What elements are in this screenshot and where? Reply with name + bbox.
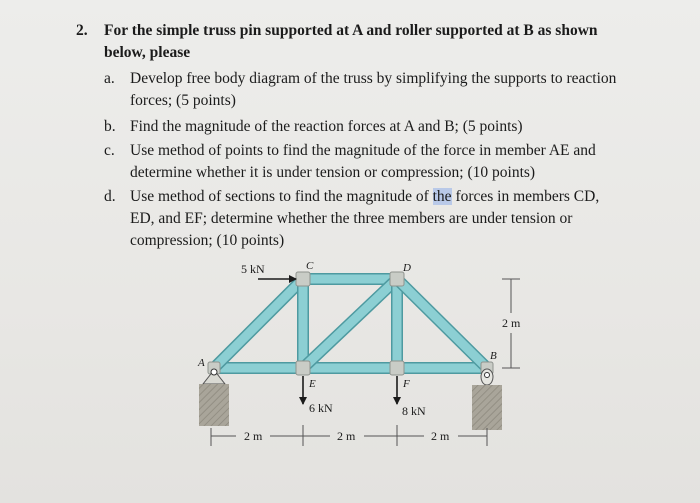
joint-label-c: C bbox=[306, 260, 314, 272]
joint-label-d: D bbox=[403, 262, 411, 274]
load-label-5kn: 5 kN bbox=[241, 262, 265, 276]
part-d-line-1-pre: Use method of sections to find the magnitude of bbox=[130, 188, 433, 205]
dim-label-span-1: 2 m bbox=[244, 429, 263, 443]
part-a-line-2: forces; (5 points) bbox=[130, 92, 236, 109]
load-label-6kn: 6 kN bbox=[309, 401, 333, 415]
truss-members bbox=[214, 279, 487, 368]
part-c-line-1: Use method of points to find the magnitude of the force in member AE and bbox=[130, 142, 596, 159]
dim-label-span-2: 2 m bbox=[337, 429, 356, 443]
stem-line-1: For the simple truss pin supported at A and roller supported at B as shown bbox=[104, 22, 598, 39]
part-b-label: b. bbox=[104, 118, 116, 135]
joint-label-f: F bbox=[403, 378, 410, 390]
part-c-label: c. bbox=[104, 142, 115, 159]
gusset-f bbox=[390, 361, 404, 375]
part-a-line-1: Develop free body diagram of the truss by simplifying the supports to reaction bbox=[130, 70, 617, 87]
stem-line-2: below, please bbox=[104, 44, 191, 61]
gusset-e bbox=[296, 361, 310, 375]
part-d-label: d. bbox=[104, 188, 116, 205]
gusset-d bbox=[390, 272, 404, 286]
dim-label-span-3: 2 m bbox=[431, 429, 450, 443]
joint-label-b: B bbox=[490, 350, 497, 362]
part-d-line-3: compression; (10 points) bbox=[130, 232, 285, 249]
gusset-c bbox=[296, 272, 310, 286]
part-c-line-2: determine whether it is under tension or compression; (10 points) bbox=[130, 164, 536, 181]
part-a-label: a. bbox=[104, 70, 115, 87]
joint-label-e: E bbox=[309, 378, 316, 390]
part-d-line-2: ED, and EF; determine whether the three members are under tension or bbox=[130, 210, 573, 227]
question-number: 2. bbox=[76, 22, 88, 39]
part-d-line-1-post: forces in members CD, bbox=[451, 188, 600, 205]
roller-support-b bbox=[472, 369, 502, 430]
highlighted-word: the bbox=[432, 188, 452, 205]
joint-label-a: A bbox=[198, 357, 205, 369]
load-label-8kn: 8 kN bbox=[402, 404, 426, 418]
part-b-line-1: Find the magnitude of the reaction forces at A and B; (5 points) bbox=[130, 118, 523, 135]
pin-support-a bbox=[199, 369, 229, 426]
dim-label-height: 2 m bbox=[502, 316, 521, 330]
